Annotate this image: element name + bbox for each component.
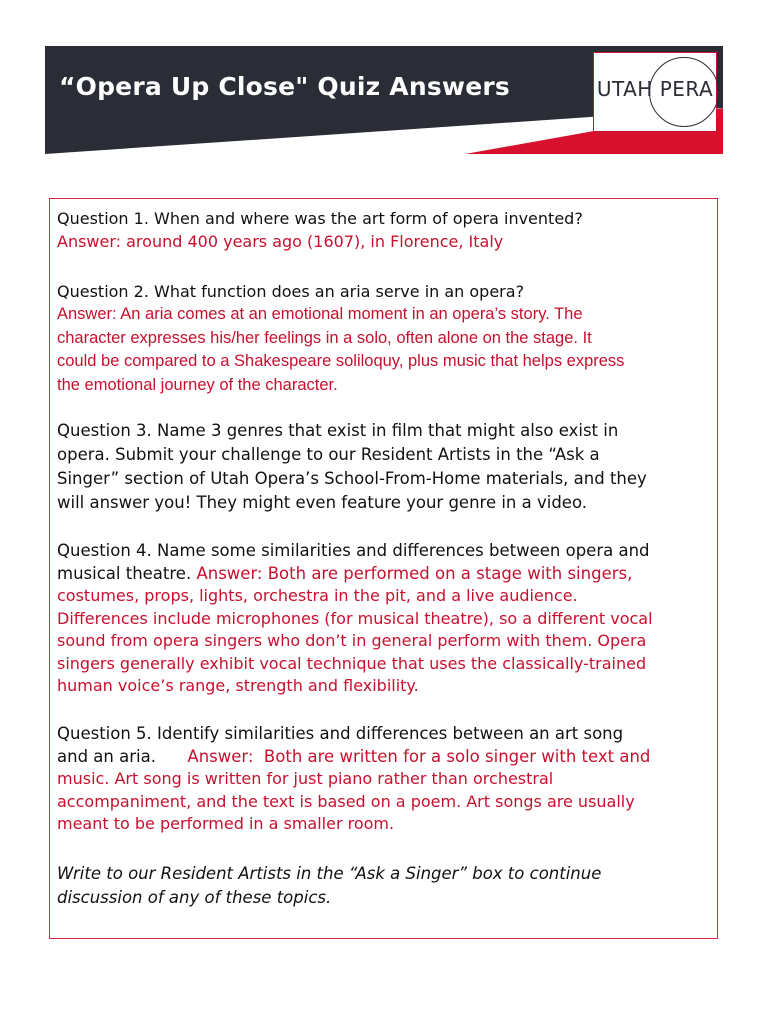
question-4-line	[57, 563, 712, 586]
question-2	[57, 280, 712, 397]
question-1	[57, 207, 712, 253]
page-title: “Opera Up Close" Quiz Answers	[59, 72, 510, 101]
question-2-answer-line: could be compared to a Shakespeare soliloquy, plus music that helps express	[57, 352, 625, 370]
question-5-answer-line: music. Art song is written for just piano rather than orchestral	[57, 769, 554, 788]
question-5-line	[57, 746, 712, 769]
question-3-line: opera. Submit your challenge to our Resident Artists in the “Ask a	[57, 445, 600, 464]
question-5-text: Question 5. Identify similarities and differences between an art song	[57, 724, 624, 743]
question-1-text: Question 1. When and where was the art form of opera invented?	[57, 209, 583, 228]
question-4-text-end: musical theatre.	[57, 563, 197, 583]
question-2-answer-line: the emotional journey of the character.	[57, 375, 338, 394]
question-3-line: Question 3. Name 3 genres that exist in film that might also exist in	[57, 421, 619, 440]
header-banner	[45, 46, 723, 154]
question-3	[57, 419, 712, 515]
question-2-answer-line: Answer: An aria comes at an emotional moment in an opera’s story. The	[57, 305, 583, 323]
question-4-answer-line: Differences include microphones (for musical theatre), so a different vocal	[57, 608, 653, 628]
question-3-line: Singer” section of Utah Opera’s School-From-Home materials, and they	[57, 469, 647, 488]
closing-line: Write to our Resident Artists in the “Ask a Singer” box to continue	[57, 864, 602, 883]
closing-note	[57, 862, 712, 910]
question-4-answer-line: human voice’s range, strength and flexibility.	[57, 676, 419, 695]
question-5	[57, 723, 712, 836]
question-2-answer-line: character expresses his/her feelings in a solo, often alone on the stage. It	[57, 328, 592, 347]
question-5-answer-line: accompaniment, and the text is based on a poem. Art songs are usually	[57, 791, 635, 811]
utah-opera-logo	[593, 52, 717, 132]
question-4-answer-start: Answer: Both are performed on a stage with singers,	[196, 563, 633, 583]
question-4-text: Question 4. Name some similarities and differences between opera and	[57, 541, 650, 560]
question-4-answer-line: singers generally exhibit vocal technique that uses the classically-trained	[57, 653, 647, 673]
question-2-text: Question 2. What function does an aria serve in an opera?	[57, 282, 525, 301]
question-4-answer-line: sound from opera singers who don’t in general perform with them. Opera	[57, 631, 647, 650]
closing-line: discussion of any of these topics.	[57, 888, 332, 907]
question-4	[57, 540, 712, 698]
logo-text: UTAH PERA	[596, 77, 714, 101]
question-5-answer-start: Answer: Both are written for a solo singer with text and	[187, 746, 651, 766]
question-3-line: will answer you! They might even feature your genre in a video.	[57, 493, 588, 512]
question-5-text-end: and an aria.	[57, 746, 188, 766]
question-5-answer-line: meant to be performed in a smaller room.	[57, 814, 395, 833]
question-4-answer-line: costumes, props, lights, orchestra in the pit, and a live audience.	[57, 586, 578, 605]
question-1-answer: Answer: around 400 years ago (1607), in Florence, Italy	[57, 232, 504, 251]
